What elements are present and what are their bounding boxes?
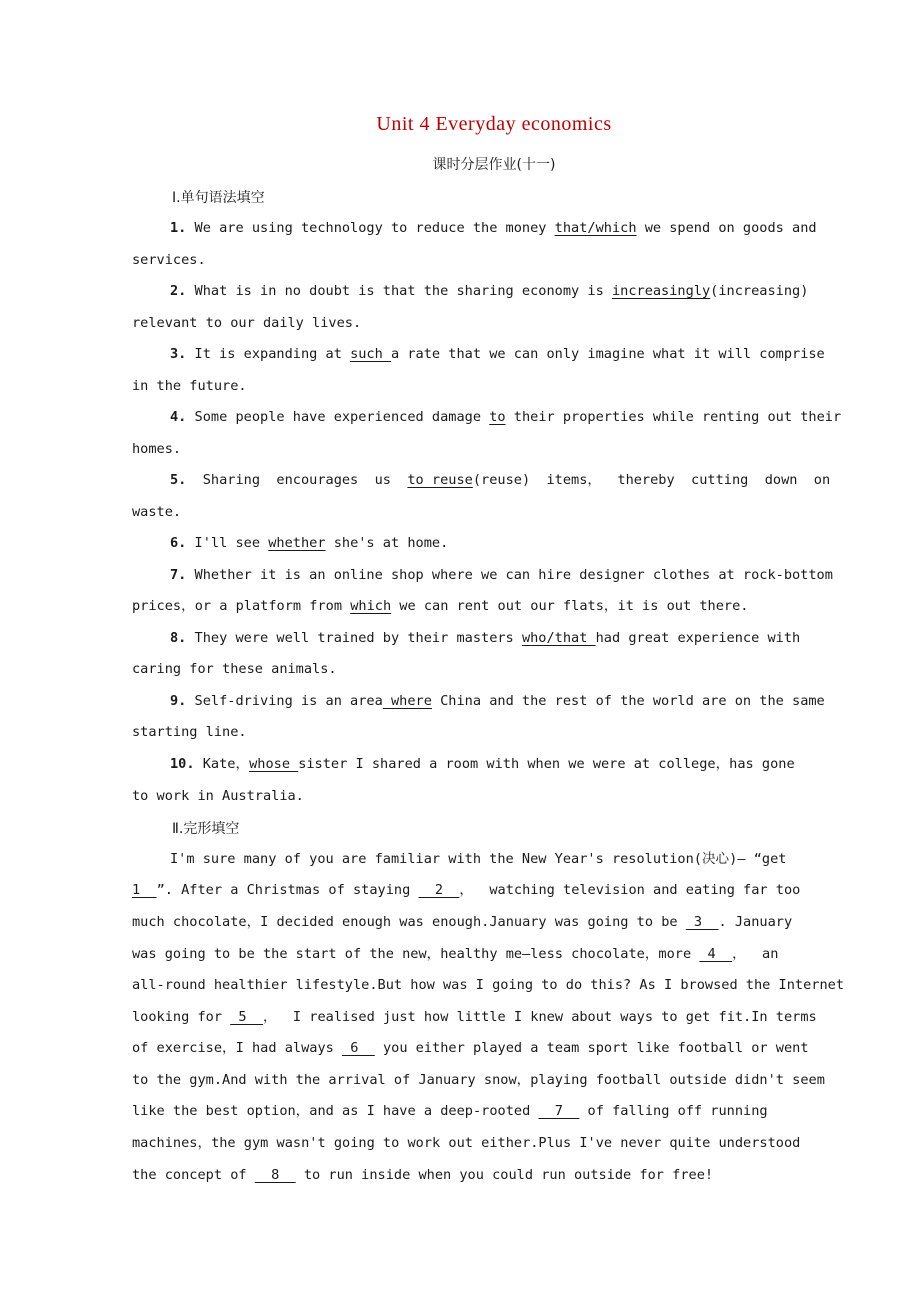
question-text: we spend on goods and <box>636 220 817 236</box>
cloze-blank-6: 6 <box>342 1040 375 1056</box>
passage-line <box>132 1007 842 1027</box>
passage-line: to the gym.And with the arrival of January snow，playing football outside didn't seem <box>132 1072 825 1088</box>
question-2-line <box>170 281 880 301</box>
question-text: They were well trained by their masters <box>186 630 522 646</box>
question-text: We are using technology to reduce the money <box>186 220 555 236</box>
question-text: Whether it is an online shop where we can hire designer clothes at rock-bottom <box>186 567 833 583</box>
answer-text: who/that <box>521 630 596 646</box>
passage-text: of exercise，I had always <box>132 1040 343 1056</box>
question-text: China and the rest of the world are on the same <box>431 693 825 709</box>
page-subtitle: 课时分层作业(十一) <box>432 157 556 173</box>
question-text: prices，or a platform from <box>132 598 351 614</box>
question-9-continuation: starting line. <box>132 724 247 740</box>
question-number: 10. <box>170 756 195 772</box>
passage-line <box>132 944 842 964</box>
passage-line <box>132 1038 842 1058</box>
question-text: their properties while renting out their <box>505 409 842 425</box>
section2-heading: Ⅱ.完形填空 <box>172 821 240 837</box>
question-text: a rate that we can only imagine what it will comprise <box>390 346 825 362</box>
answer-text: which <box>350 598 392 614</box>
question-text: had great experience with <box>595 630 801 646</box>
section1-heading: Ⅰ.单句语法填空 <box>172 190 265 206</box>
passage-text: to run inside when you could run outside for free! <box>295 1167 714 1183</box>
question-number: 2. <box>170 283 187 299</box>
passage-text: like the best option，and as I have a deep-rooted <box>132 1103 539 1119</box>
question-number: 9. <box>170 693 187 709</box>
passage-line: I'm sure many of you are familiar with the New Year's resolution(决心)— “get <box>170 851 787 867</box>
question-text: Some people have experienced damage <box>186 409 490 425</box>
question-number: 7. <box>170 567 187 583</box>
question-1-continuation: services. <box>132 252 206 268</box>
question-2-continuation: relevant to our daily lives. <box>132 315 362 331</box>
question-6-line <box>170 533 880 553</box>
question-text: (increasing) <box>710 283 809 299</box>
question-10-continuation: to work in Australia. <box>132 788 304 804</box>
passage-text: ， an <box>732 946 779 962</box>
question-text: What is in no doubt is that the sharing economy is <box>186 283 612 299</box>
page-title: Unit 4 Everyday economics <box>376 113 612 135</box>
passage-text: . January <box>718 914 793 930</box>
question-number: 1. <box>170 220 187 236</box>
passage-line <box>132 880 842 900</box>
question-text: sister I shared a room with when we were at college，has gone <box>298 756 795 772</box>
answer-text: whose <box>249 756 299 772</box>
answer-text: to reuse <box>407 472 473 488</box>
passage-text: was going to be the start of the new，healthy me—less chocolate，more <box>132 946 700 962</box>
question-4-continuation: homes. <box>132 441 182 457</box>
passage-line <box>132 912 842 932</box>
question-5-continuation: waste. <box>132 504 182 520</box>
question-5-line <box>170 470 880 490</box>
answer-text: that/which <box>554 220 637 236</box>
question-text: she's at home. <box>325 535 449 551</box>
answer-text: to <box>489 409 506 425</box>
question-text: (reuse) items， thereby cutting down on <box>472 472 831 488</box>
passage-text: much chocolate，I decided enough was enough.January was going to be <box>132 914 686 930</box>
passage-text: you either played a team sport like football or went <box>374 1040 809 1056</box>
passage-text: ， I realised just how little I knew about ways to get fit.In terms <box>262 1009 817 1025</box>
question-8-line <box>170 628 880 648</box>
question-number: 5. <box>170 472 187 488</box>
passage-line: machines，the gym wasn't going to work out either.Plus I've never quite understood <box>132 1135 801 1151</box>
question-number: 3. <box>170 346 187 362</box>
question-10-line <box>170 754 880 774</box>
question-9-line <box>170 691 880 711</box>
passage-text: of falling off running <box>579 1103 768 1119</box>
question-text: Self-driving is an area <box>186 693 383 709</box>
cloze-blank-3: 3 <box>685 914 719 930</box>
passage-line <box>132 1165 842 1185</box>
cloze-blank-7: 7 <box>538 1103 580 1119</box>
question-number: 8. <box>170 630 187 646</box>
question-number: 6. <box>170 535 187 551</box>
passage-line: all-round healthier lifestyle.But how was I going to do this? As I browsed the Internet <box>132 977 845 993</box>
question-text: It is expanding at <box>186 346 351 362</box>
passage-text: the concept of <box>132 1167 255 1183</box>
question-text: I'll see <box>186 535 269 551</box>
cloze-blank-8: 8 <box>254 1167 296 1183</box>
question-3-continuation: in the future. <box>132 378 247 394</box>
cloze-blank-5: 5 <box>230 1009 263 1025</box>
cloze-blank-1: 1 <box>132 882 157 898</box>
question-1-line <box>170 218 880 238</box>
question-text: Sharing encourages us <box>186 472 408 488</box>
question-4-line <box>170 407 880 427</box>
cloze-blank-4: 4 <box>699 946 733 962</box>
question-8-continuation: caring for these animals. <box>132 661 337 677</box>
answer-text: increasingly <box>611 283 711 299</box>
cloze-blank-2: 2 <box>418 882 460 898</box>
question-text: we can rent out our flats，it is out there. <box>391 598 749 614</box>
question-text: Kate， <box>194 756 250 772</box>
answer-text: such <box>350 346 391 362</box>
question-number: 4. <box>170 409 187 425</box>
question-3-line <box>170 344 880 364</box>
passage-line <box>132 1101 842 1121</box>
answer-text: whether <box>268 535 326 551</box>
passage-text: ， watching television and eating far too <box>459 882 801 898</box>
passage-text: looking for <box>132 1009 231 1025</box>
question-7-line <box>170 565 880 585</box>
answer-text: where <box>382 693 432 709</box>
question-7-continuation <box>132 596 842 616</box>
passage-text: ”. After a Christmas of staying <box>156 882 419 898</box>
